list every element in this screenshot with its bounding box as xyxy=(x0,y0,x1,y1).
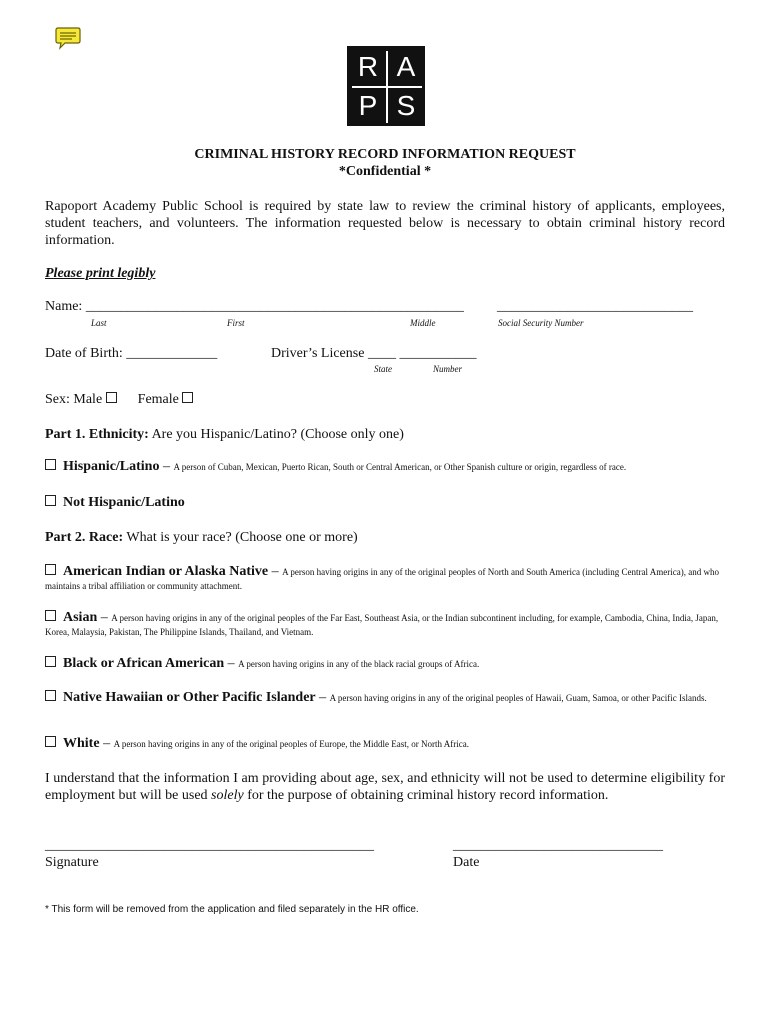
footnote: * This form will be removed from the application and filed separately in the HR office. xyxy=(45,904,419,915)
logo-letter-p: P xyxy=(358,90,378,121)
male-label: Male xyxy=(73,392,103,407)
american-indian-checkbox[interactable] xyxy=(45,564,56,575)
option-dash: – xyxy=(162,459,170,474)
comment-note-icon[interactable] xyxy=(55,26,81,50)
black-checkbox[interactable] xyxy=(45,656,56,667)
name-label: Name: xyxy=(45,299,83,314)
option-name: Black or African American xyxy=(63,656,225,671)
option-name: White xyxy=(63,736,100,751)
part1-question: Are you Hispanic/Latino? (Choose only one) xyxy=(151,427,404,442)
sex-row xyxy=(45,392,193,408)
acknowledgement-statement xyxy=(45,770,725,804)
last-name-caption: Last xyxy=(91,318,107,328)
option-dash: – xyxy=(271,564,279,579)
intro-paragraph: Rapoport Academy Public School is required by state law to review the criminal history of applicants, employees, student teachers, and volunteers. The information requested below is necessary to obtain criminal history record information. xyxy=(45,199,725,248)
print-legibly-note: Please print legibly xyxy=(45,266,156,281)
statement-emphasis: solely xyxy=(211,788,244,803)
native-hawaiian-checkbox[interactable] xyxy=(45,690,56,701)
date-of-birth-field[interactable] xyxy=(45,346,217,362)
sex-label: Sex: xyxy=(45,392,70,407)
ssn-field[interactable]: ____________________________ xyxy=(497,299,693,314)
confidential-label: *Confidential * xyxy=(338,164,432,179)
option-name: Not Hispanic/Latino xyxy=(63,495,185,510)
not-hispanic-checkbox[interactable] xyxy=(45,495,56,506)
date-blank[interactable]: ______________________________ xyxy=(453,838,663,853)
option-description: A person of Cuban, Mexican, Puerto Rican, South or Central American, or Other Spanish culture or origin, regardless of race. xyxy=(173,462,627,472)
part2-question: What is your race? (Choose one or more) xyxy=(126,530,358,545)
dl-number-blank[interactable]: ___________ xyxy=(399,346,477,361)
dob-label: Date of Birth: xyxy=(45,346,123,361)
part2-heading xyxy=(45,530,358,546)
raps-logo xyxy=(347,46,425,126)
race-option-native-hawaiian xyxy=(45,690,725,705)
option-name: Native Hawaiian or Other Pacific Islander xyxy=(63,690,316,705)
white-checkbox[interactable] xyxy=(45,736,56,747)
asian-checkbox[interactable] xyxy=(45,610,56,621)
form-title: CRIMINAL HISTORY RECORD INFORMATION REQUEST xyxy=(194,147,576,162)
male-checkbox[interactable] xyxy=(106,392,117,403)
race-option-white xyxy=(45,736,725,751)
option-description: A person having origins in any of the original peoples of the Far East, Southeast Asia, or the Indian subcontinent including, for example, Cambodia, China, India, Japan, Korea, Malaysia, Pakistan, The Philippine Islands, Thailand, and Vietnam. xyxy=(45,613,719,637)
logo-divider xyxy=(352,86,422,88)
drivers-license-label: Driver’s License xyxy=(271,346,365,361)
option-description: A person having origins in any of the original peoples of North and South America (including Central America), and who maintains a tribal affiliation or community attachment. xyxy=(45,567,719,591)
option-description: A person having origins in any of the black racial groups of Africa. xyxy=(238,659,480,669)
race-option-american-indian xyxy=(45,564,725,593)
part1-title: Part 1. Ethnicity: xyxy=(45,427,149,442)
dl-state-caption: State xyxy=(374,364,392,374)
ethnicity-option-hispanic xyxy=(45,459,725,474)
option-name: Hispanic/Latino xyxy=(63,459,160,474)
race-option-asian xyxy=(45,610,725,639)
date-label: Date xyxy=(453,855,480,870)
logo-letter-a: A xyxy=(396,51,416,82)
logo-letter-s: S xyxy=(396,90,416,121)
dl-number-caption: Number xyxy=(433,364,462,374)
part1-heading xyxy=(45,427,404,443)
option-dash: – xyxy=(319,690,327,705)
name-field[interactable] xyxy=(45,299,464,315)
name-blank[interactable]: ______________________________________________________ xyxy=(85,299,464,314)
option-description: A person having origins in any of the original peoples of Hawaii, Guam, Samoa, or other Pacific Islands. xyxy=(329,693,707,703)
signature-blank[interactable]: _______________________________________________ xyxy=(45,838,374,853)
dob-blank[interactable]: _____________ xyxy=(126,346,218,361)
dl-state-blank[interactable]: ____ xyxy=(367,346,396,361)
option-description: A person having origins in any of the original peoples of Europe, the Middle East, or North Africa. xyxy=(113,739,469,749)
logo-letter-r: R xyxy=(357,51,379,82)
ssn-caption: Social Security Number xyxy=(498,318,584,328)
female-checkbox[interactable] xyxy=(182,392,193,403)
option-dash: – xyxy=(100,610,108,625)
option-name: Asian xyxy=(63,610,98,625)
race-option-black xyxy=(45,656,725,671)
option-name: American Indian or Alaska Native xyxy=(63,564,269,579)
middle-name-caption: Middle xyxy=(410,318,436,328)
hispanic-checkbox[interactable] xyxy=(45,459,56,470)
option-dash: – xyxy=(103,736,111,751)
first-name-caption: First xyxy=(227,318,245,328)
female-label: Female xyxy=(137,392,179,407)
drivers-license-field[interactable] xyxy=(271,346,476,362)
statement-text-end: for the purpose of obtaining criminal history record information. xyxy=(243,788,609,803)
statement-text: I understand that the information I am providing about age, sex, and ethnicity will not be used to determine eligibility for employment but will be used xyxy=(45,771,725,803)
part2-title: Part 2. Race: xyxy=(45,530,124,545)
ethnicity-option-not-hispanic xyxy=(45,495,725,509)
option-dash: – xyxy=(227,656,235,671)
signature-label: Signature xyxy=(45,855,99,870)
